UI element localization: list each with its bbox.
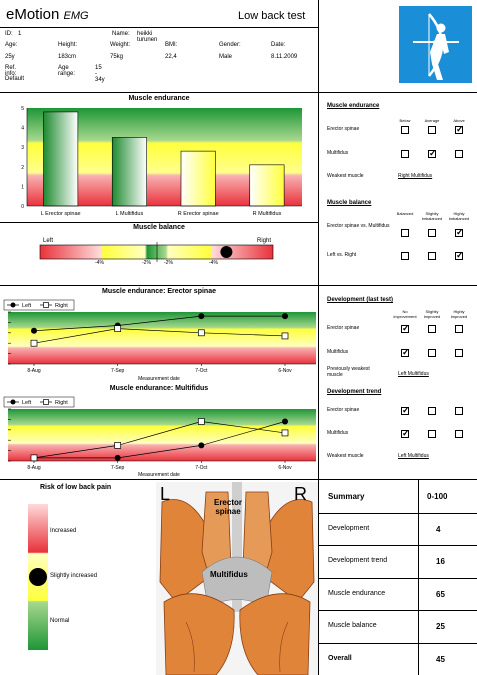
checkbox-row-label: Multifidus: [327, 349, 349, 355]
balance-tick-4: -4%: [209, 260, 218, 266]
anatomy-right-label: R: [294, 484, 307, 504]
endurance-weakest-label: Weakest muscle: [327, 173, 364, 179]
bar: [44, 112, 78, 206]
point-right: [31, 455, 37, 461]
checkbox-endurance-r0-c0[interactable]: [401, 126, 409, 134]
trend-weakest-value: Left Multifidus: [398, 453, 429, 459]
legend-left-marker: [11, 400, 16, 405]
point-left: [31, 328, 37, 334]
checkbox-balance-r0-c1[interactable]: [428, 229, 436, 237]
risk-level-normal: Normal: [50, 618, 70, 624]
line-x-tick-label: 7-Sep: [110, 368, 125, 374]
checkbox-development-r0-c0[interactable]: [401, 325, 409, 333]
bar-ytick-label: 4: [21, 125, 24, 132]
checkbox-trend-r0-c1[interactable]: [428, 407, 436, 415]
checkbox-column-header: Highly improved: [450, 309, 468, 319]
checkbox-row-label: Erector spinae vs. Multifidus: [327, 223, 390, 229]
bar-ytick-label: 2: [21, 164, 24, 171]
checkbox-balance-r1-c0[interactable]: [401, 252, 409, 260]
balance-title: Muscle balance: [133, 224, 185, 231]
point-left: [198, 313, 204, 319]
checkbox-row-label: Multifidus: [327, 430, 349, 436]
summary-row-label: Muscle endurance: [328, 589, 386, 597]
checkbox-balance-r0-c2[interactable]: [455, 229, 463, 237]
app-suffix: EMG: [63, 10, 89, 22]
checkbox-row-label: Multifidus: [327, 150, 349, 156]
multifidus-chart-xlabel: Measurement date: [138, 472, 180, 478]
checkbox-development-r1-c1[interactable]: [428, 349, 436, 357]
bar: [181, 151, 215, 206]
prev-weakest-label: Previously weakest muscle: [327, 366, 370, 378]
bar-category-label: L Erector spinae: [40, 211, 81, 217]
checkbox-endurance-r1-c1[interactable]: [428, 150, 436, 158]
bar: [250, 165, 284, 206]
checkbox-column-header: Below: [399, 118, 411, 123]
line-x-tick-label: 7-Oct: [195, 465, 208, 471]
archer-logo: [399, 6, 472, 83]
prev-weakest-value: Left Multifidus: [398, 371, 429, 377]
checkbox-row-label: Erector spinae: [327, 407, 360, 413]
trend-weakest-label: Weakest muscle: [327, 453, 364, 459]
line-x-tick-label: 7-Oct: [195, 368, 208, 374]
balance-tick-1: -4%: [95, 260, 104, 266]
legend-left-label: Left: [22, 400, 32, 406]
balance-tick-2: -2%: [142, 260, 151, 266]
risk-level-slightly: Slightly increased: [50, 573, 98, 579]
point-right: [282, 333, 288, 339]
summary-row-value: 4: [436, 525, 441, 534]
legend-right-label: Right: [55, 303, 68, 309]
anatomy-erector-label: Erector spinae: [213, 498, 242, 516]
bar-ytick-label: 5: [21, 106, 24, 112]
checkbox-column-header: Slightly imbalanced: [421, 211, 443, 221]
checkbox-column-header: Slightly improved: [423, 309, 441, 319]
point-right: [31, 340, 37, 346]
checkbox-endurance-r1-c2[interactable]: [455, 150, 463, 158]
anatomy-left-label: L: [160, 484, 171, 504]
balance-right-label: Right: [257, 238, 272, 244]
bar-ytick-label: 0: [21, 204, 24, 210]
risk-marker: [29, 568, 47, 586]
checkbox-development-r0-c1[interactable]: [428, 325, 436, 333]
checkbox-column-header: Balanced: [396, 211, 414, 216]
line-legend: [4, 300, 74, 310]
summary-row-label: Muscle balance: [328, 622, 377, 630]
endurance-weakest-value: Right Multifidus: [398, 173, 433, 179]
point-left: [282, 313, 288, 319]
checkbox-row-label: Erector spinae: [327, 126, 360, 132]
summary-row-value: 65: [436, 589, 445, 599]
checkbox-endurance-r0-c2[interactable]: [455, 126, 463, 134]
checkbox-trend-r1-c0[interactable]: [401, 430, 409, 438]
erector-line-chart: [0, 298, 318, 384]
point-right: [198, 330, 204, 336]
development-heading: Development (last test): [327, 297, 394, 303]
summary-row-label: Development: [328, 525, 370, 532]
point-right: [198, 418, 204, 424]
checkbox-balance-r1-c1[interactable]: [428, 252, 436, 260]
endurance-heading: Muscle endurance: [327, 103, 380, 109]
multifidus-chart-title: Muscle endurance: Multifidus: [109, 385, 209, 392]
line-x-tick-label: 6-Nov: [278, 368, 292, 374]
point-right: [282, 430, 288, 436]
summary-row-label: Overall: [328, 654, 352, 662]
checkbox-row-label: Erector spinae: [327, 325, 360, 331]
checkbox-endurance-r1-c0[interactable]: [401, 150, 409, 158]
summary-row-label: Development trend: [328, 557, 388, 565]
bar-ytick-label: 1: [21, 184, 24, 191]
report-title: Low back test: [238, 10, 306, 22]
app-name: eMotion: [6, 6, 60, 23]
risk-title: Risk of low back pain: [40, 484, 112, 491]
balance-heading: Muscle balance: [327, 200, 372, 206]
summary-row-value: 25: [436, 622, 445, 632]
line-legend: [4, 397, 74, 407]
balance-marker: [220, 246, 232, 258]
checkbox-column-header: Highly imbalanced: [448, 211, 470, 221]
checkbox-row-label: Left vs. Right: [327, 252, 357, 258]
checkbox-trend-r1-c2[interactable]: [455, 430, 463, 438]
legend-left-marker: [11, 303, 16, 308]
bar-category-label: R Multifidus: [252, 211, 282, 217]
risk-scale: [28, 504, 50, 650]
summary-table: [318, 480, 477, 675]
risk-level-increased: Increased: [50, 528, 77, 534]
erector-chart-title: Muscle endurance: Erector spinae: [102, 288, 216, 295]
checkbox-trend-r0-c0[interactable]: [401, 407, 409, 415]
checkbox-balance-r0-c0[interactable]: [401, 229, 409, 237]
checkbox-development-r1-c2[interactable]: [455, 349, 463, 357]
erector-chart-xlabel: Measurement date: [138, 376, 180, 382]
summary-row-value: 45: [436, 654, 445, 664]
archer-icon: [399, 6, 472, 83]
app-title: [6, 6, 89, 23]
checkbox-column-header: Above: [453, 118, 465, 123]
anatomy-multifidus-label: Multifidus: [210, 570, 248, 579]
point-left: [198, 442, 204, 448]
checkbox-trend-r0-c2[interactable]: [455, 407, 463, 415]
point-left: [115, 455, 121, 461]
trend-heading: Development trend: [327, 389, 382, 395]
checkbox-column-header: Average: [424, 118, 440, 123]
balance-tick-3: -2%: [164, 260, 173, 266]
bar-category-label: L Multifidus: [115, 211, 144, 217]
line-x-tick-label: 8-Aug: [27, 465, 41, 471]
summary-range: 0-100: [427, 492, 448, 501]
point-left: [282, 418, 288, 424]
legend-right-label: Right: [55, 400, 68, 406]
endurance-bar-chart: [0, 103, 318, 223]
anatomy-image: [156, 482, 318, 675]
bar: [112, 137, 146, 206]
checkbox-trend-r1-c1[interactable]: [428, 430, 436, 438]
summary-row-value: 16: [436, 557, 445, 567]
bar-ytick-label: 3: [21, 145, 24, 152]
checkbox-development-r0-c2[interactable]: [455, 325, 463, 333]
point-right: [115, 442, 121, 448]
endurance-chart-title: Muscle endurance: [128, 95, 190, 102]
line-x-tick-label: 6-Nov: [278, 465, 292, 471]
summary-title: Summary: [328, 492, 365, 501]
balance-left-label: Left: [43, 238, 54, 244]
checkbox-endurance-r0-c1[interactable]: [428, 126, 436, 134]
line-x-tick-label: 8-Aug: [27, 368, 41, 374]
line-x-tick-label: 7-Sep: [110, 465, 125, 471]
multifidus-line-chart: [0, 395, 318, 481]
checkbox-development-r1-c0[interactable]: [401, 349, 409, 357]
legend-left-label: Left: [22, 303, 32, 309]
checkbox-column-header: No improvement: [393, 309, 417, 319]
point-right: [115, 326, 121, 332]
balance-bar: [0, 232, 318, 272]
legend-right-marker: [44, 303, 49, 308]
checkbox-balance-r1-c2[interactable]: [455, 252, 463, 260]
legend-right-marker: [44, 400, 49, 405]
bar-category-label: R Erector spinae: [177, 211, 219, 217]
